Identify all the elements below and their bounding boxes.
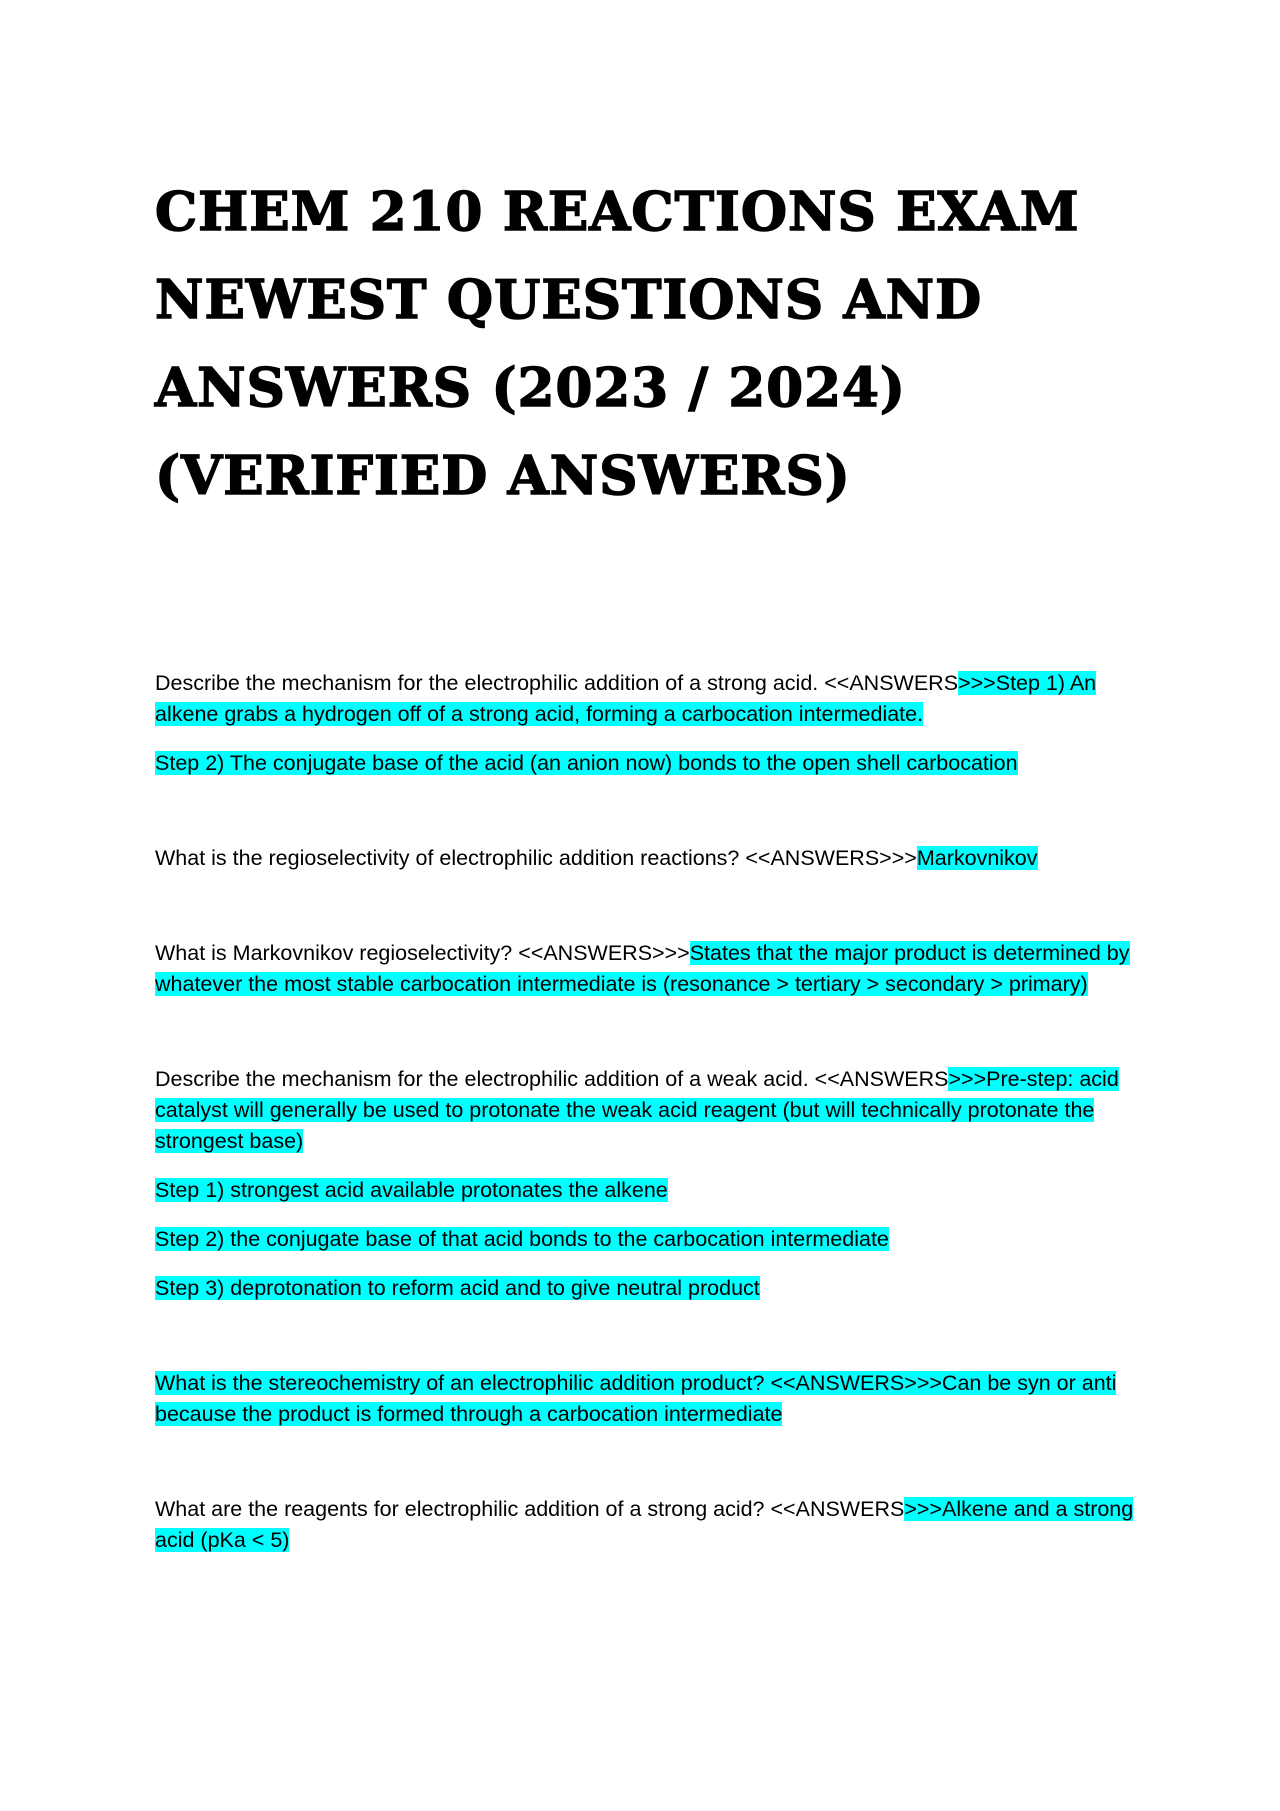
- answer-step: [155, 1273, 1140, 1304]
- qa-item-6: [155, 1494, 1140, 1556]
- question-text: What are the reagents for electrophilic addition of a strong acid? <<ANSWERS: [155, 1497, 905, 1521]
- answer-highlight: States that the major product is determined by whatever the most stable carbocation intermediate is (resonance > tertiary > secondary > primary): [155, 941, 1130, 996]
- answer-step: [155, 1175, 1140, 1206]
- answer-highlight: Step 2) the conjugate base of that acid bonds to the carbocation intermediate: [155, 1227, 889, 1251]
- answer-highlight: >>>Pre-step: acid catalyst will generally be used to protonate the weak acid reagent (but will technically protonate the strongest base): [155, 1067, 1119, 1153]
- qa-item-3: [155, 938, 1140, 1000]
- answer-highlight: Step 3) deprotonation to reform acid and to give neutral product: [155, 1276, 760, 1300]
- answer-highlight: Markovnikov: [916, 846, 1038, 870]
- question-text: Describe the mechanism for the electrophilic addition of a strong acid. <<ANSWERS: [155, 671, 959, 695]
- document-title: CHEM 210 REACTIONS EXAM NEWEST QUESTIONS AND ANSWERS (2023 / 2024) (VERIFIED ANSWERS): [155, 181, 1080, 507]
- qa-item-1: [155, 668, 1140, 730]
- question-text: What is Markovnikov regioselectivity? <<ANSWERS>>>: [155, 941, 690, 965]
- question-text: What is the regioselectivity of electrophilic addition reactions? <<ANSWERS>>>: [155, 846, 917, 870]
- answer-step: [155, 748, 1140, 779]
- answer-highlight: Step 2) The conjugate base of the acid (an anion now) bonds to the open shell carbocation: [155, 751, 1018, 775]
- answer-highlight: >>>Step 1) An alkene grabs a hydrogen off of a strong acid, forming a carbocation intermediate.: [155, 671, 1097, 726]
- qa-item-2: [155, 843, 1140, 874]
- question-text: Describe the mechanism for the electrophilic addition of a weak acid. <<ANSWERS: [155, 1067, 949, 1091]
- qa-item-5: [155, 1368, 1140, 1430]
- answer-highlight: What is the stereochemistry of an electrophilic addition product? <<ANSWERS>>>Can be syn or anti because the product is formed through a carbocation intermediate: [155, 1371, 1117, 1426]
- answer-step: [155, 1224, 1140, 1255]
- qa-item-4: [155, 1064, 1140, 1157]
- answer-highlight: Step 1) strongest acid available protonates the alkene: [155, 1178, 668, 1202]
- answer-highlight: >>>Alkene and a strong acid (pKa < 5): [155, 1497, 1134, 1552]
- qa-content: [155, 668, 1140, 1556]
